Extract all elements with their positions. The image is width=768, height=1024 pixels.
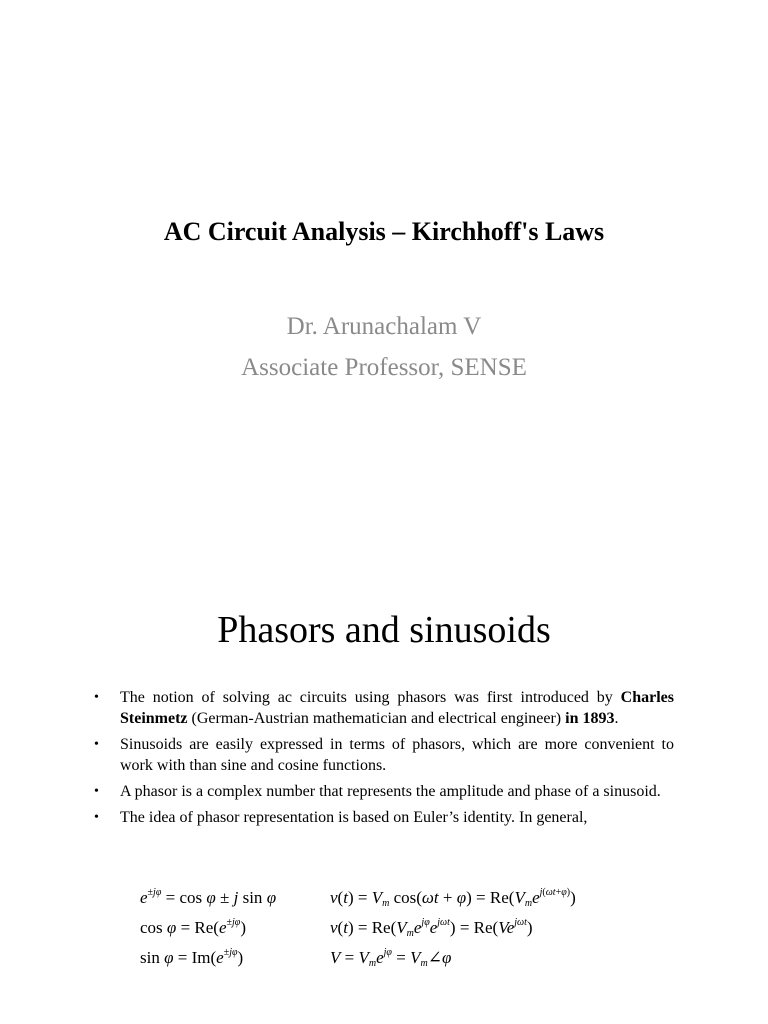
bold-text: in 1893 <box>565 710 615 727</box>
text-run: The idea of phasor representation is based on Euler’s identity. In general, <box>120 809 588 826</box>
bullet-marker: • <box>94 784 99 799</box>
bullet-list <box>94 687 674 833</box>
text-run: A phasor is a complex number that represents the amplitude and phase of a sinusoid. <box>120 783 661 800</box>
bold-text: Charles Steinmetz <box>120 689 674 727</box>
bullet-item <box>94 781 674 802</box>
text-run: (German-Austrian mathematician and electrical engineer) <box>187 710 566 727</box>
bullet-text <box>120 807 674 828</box>
text-run: . <box>614 710 619 727</box>
bullet-text <box>120 781 674 802</box>
content-slide <box>0 512 768 1024</box>
bullet-item <box>94 734 674 776</box>
equation: $v(t) = V_m$ $\cos(\omega t + \varphi) = Re(V_me^{j(\omega t+\varphi)})$ <box>330 887 576 909</box>
text-run: Sinusoids are easily expressed in terms of phasors, which are more convenient to work with than sine and cosine functions. <box>120 736 674 774</box>
author-position: Associate Professor, SENSE <box>241 354 527 381</box>
bullet-item <box>94 687 674 729</box>
equation: $\cos \varphi = Re(e^{\pm j\varphi})$ <box>140 917 246 937</box>
equation: $V = V_me^{j\varphi}$ = $V_m\angle\varphi$ <box>330 947 452 969</box>
bullet-text <box>120 734 674 776</box>
slide-heading: Phasors and sinusoids <box>217 609 551 651</box>
bullet-marker: • <box>94 690 99 705</box>
text-run: The notion of solving ac circuits using phasors was first introduced by <box>120 689 621 706</box>
bullet-item <box>94 807 674 828</box>
equation: $\sin \varphi = Im(e^{\pm j\varphi})$ <box>140 947 244 967</box>
bullet-marker: • <box>94 737 99 752</box>
bullet-marker: • <box>94 810 99 825</box>
equation: $e^{\pm j\varphi} = \cos \varphi \pm j$ sin φ <box>140 887 277 907</box>
euler-identity-equations <box>140 886 330 976</box>
slide-title: AC Circuit Analysis – Kirchhoff's Laws <box>163 217 605 246</box>
bullet-text <box>120 687 674 729</box>
equation: $v(t) = Re(V_me^{j\varphi}e^{j\omega t}) = Re(Ve^{j\omega t})$ <box>330 917 533 939</box>
author-name: Dr. Arunachalam V <box>286 313 482 340</box>
phasor-equations <box>330 886 620 976</box>
